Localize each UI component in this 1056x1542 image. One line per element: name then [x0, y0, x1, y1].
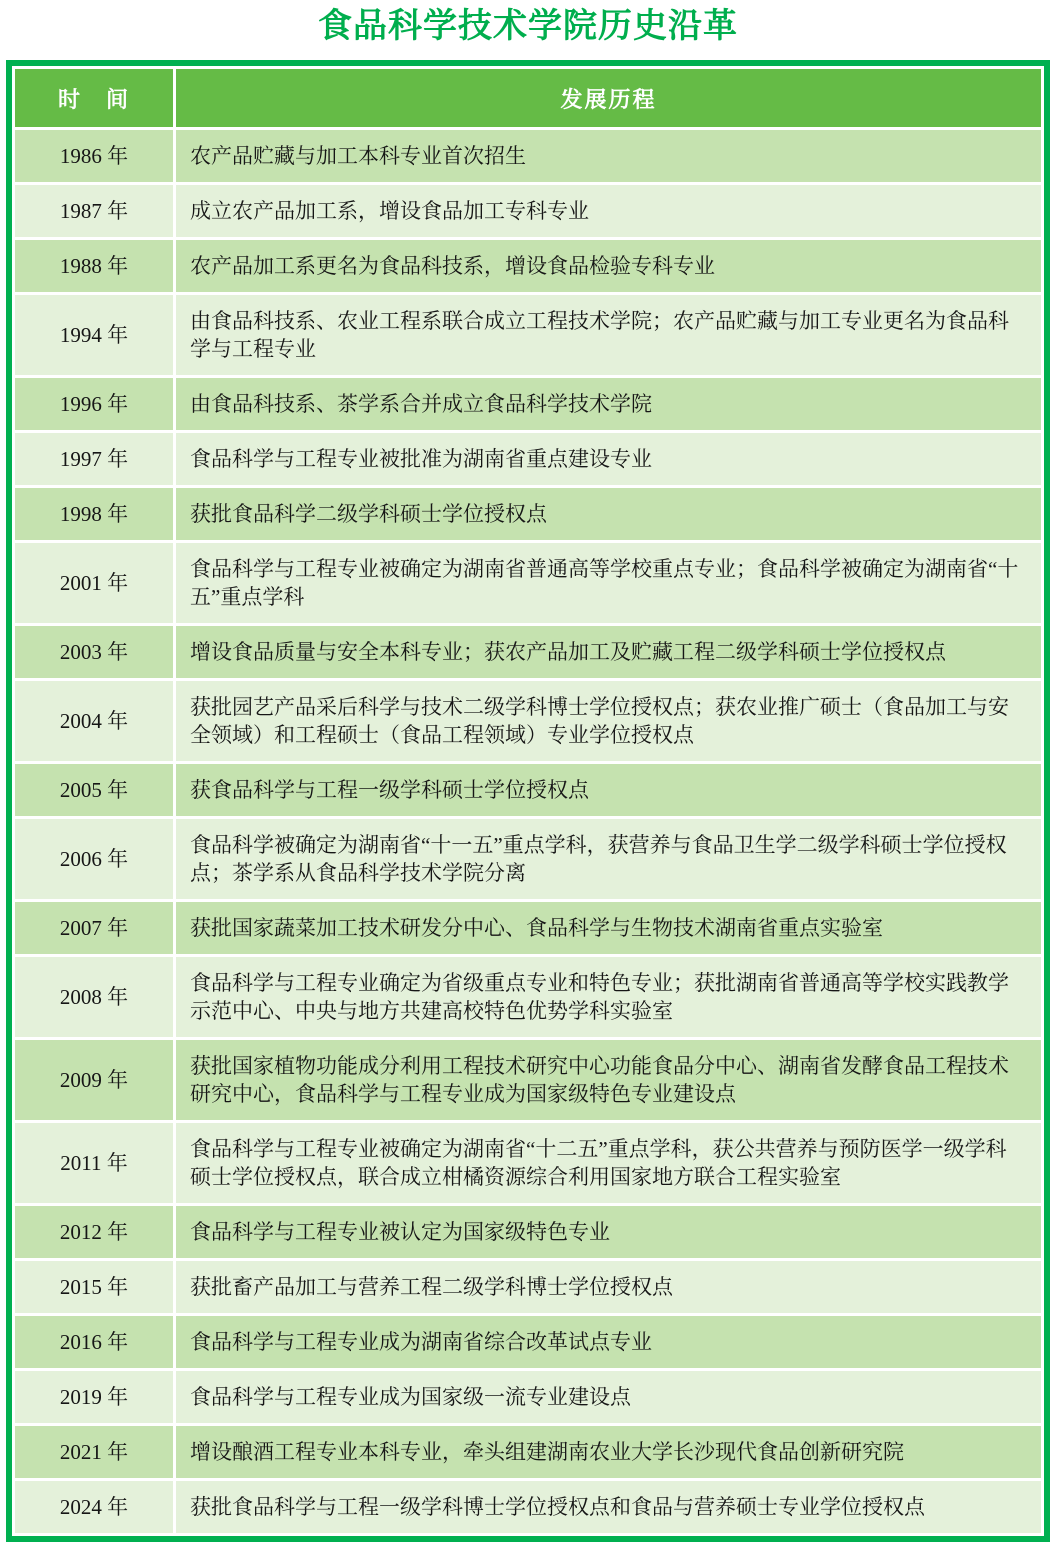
table-body [15, 130, 1041, 1533]
page-title: 食品科学技术学院历史沿革 [318, 7, 738, 45]
table-row [15, 185, 1041, 237]
year-cell: 1988 年 [15, 240, 173, 292]
year-cell: 2021 年 [15, 1426, 173, 1478]
event-cell: 获批食品科学与工程一级学科博士学位授权点和食品与营养硕士专业学位授权点 [176, 1481, 1041, 1533]
event-cell: 获批园艺产品采后科学与技术二级学科博士学位授权点；获农业推广硕士（食品加工与安全领域）和工程硕士（食品工程领域）专业学位授权点 [176, 681, 1041, 761]
year-cell: 2006 年 [15, 819, 173, 899]
table-row [15, 1426, 1041, 1478]
table-row [15, 681, 1041, 761]
event-cell: 成立农产品加工系，增设食品加工专科专业 [176, 185, 1041, 237]
event-cell: 食品科学与工程专业成为国家级一流专业建设点 [176, 1371, 1041, 1423]
table-row [15, 957, 1041, 1037]
year-cell: 2012 年 [15, 1206, 173, 1258]
table-row [15, 819, 1041, 899]
event-cell: 食品科学被确定为湖南省“十一五”重点学科，获营养与食品卫生学二级学科硕士学位授权点；茶学系从食品科学技术学院分离 [176, 819, 1041, 899]
year-cell: 2015 年 [15, 1261, 173, 1313]
header-row [15, 69, 1041, 127]
table-row [15, 1123, 1041, 1203]
table-row [15, 1316, 1041, 1368]
event-cell: 获食品科学与工程一级学科硕士学位授权点 [176, 764, 1041, 816]
event-cell: 获批食品科学二级学科硕士学位授权点 [176, 488, 1041, 540]
year-cell: 2011 年 [15, 1123, 173, 1203]
year-cell: 1994 年 [15, 295, 173, 375]
event-cell: 食品科学与工程专业被确定为湖南省“十二五”重点学科，获公共营养与预防医学一级学科硕士学位授权点，联合成立柑橘资源综合利用国家地方联合工程实验室 [176, 1123, 1041, 1203]
history-table [6, 60, 1050, 1542]
table-row [15, 295, 1041, 375]
table-row [15, 1206, 1041, 1258]
year-cell: 1998 年 [15, 488, 173, 540]
table-row [15, 1040, 1041, 1120]
year-cell: 2003 年 [15, 626, 173, 678]
table-row [15, 488, 1041, 540]
year-cell: 1987 年 [15, 185, 173, 237]
table-row [15, 902, 1041, 954]
table-row [15, 543, 1041, 623]
year-cell: 2016 年 [15, 1316, 173, 1368]
event-cell: 食品科学与工程专业被批准为湖南省重点建设专业 [176, 433, 1041, 485]
event-cell: 食品科学与工程专业被确定为湖南省普通高等学校重点专业；食品科学被确定为湖南省“十五”重点学科 [176, 543, 1041, 623]
event-cell: 获批国家植物功能成分利用工程技术研究中心功能食品分中心、湖南省发酵食品工程技术研究中心，食品科学与工程专业成为国家级特色专业建设点 [176, 1040, 1041, 1120]
table-row [15, 378, 1041, 430]
year-cell: 1997 年 [15, 433, 173, 485]
event-cell: 增设酿酒工程专业本科专业，牵头组建湖南农业大学长沙现代食品创新研究院 [176, 1426, 1041, 1478]
year-cell: 2009 年 [15, 1040, 173, 1120]
year-cell: 2004 年 [15, 681, 173, 761]
table-row [15, 130, 1041, 182]
table-row [15, 1481, 1041, 1533]
event-cell: 农产品加工系更名为食品科技系，增设食品检验专科专业 [176, 240, 1041, 292]
event-cell: 由食品科技系、农业工程系联合成立工程技术学院；农产品贮藏与加工专业更名为食品科学与工程专业 [176, 295, 1041, 375]
event-cell: 农产品贮藏与加工本科专业首次招生 [176, 130, 1041, 182]
table-row [15, 1371, 1041, 1423]
table-row [15, 764, 1041, 816]
year-cell: 2019 年 [15, 1371, 173, 1423]
event-cell: 由食品科技系、茶学系合并成立食品科学技术学院 [176, 378, 1041, 430]
header-time: 时 间 [15, 69, 173, 127]
year-cell: 2024 年 [15, 1481, 173, 1533]
header-development: 发展历程 [176, 69, 1041, 127]
year-cell: 2008 年 [15, 957, 173, 1037]
year-cell: 2005 年 [15, 764, 173, 816]
year-cell: 2007 年 [15, 902, 173, 954]
table-header [15, 69, 1041, 127]
year-cell: 1986 年 [15, 130, 173, 182]
year-cell: 2001 年 [15, 543, 173, 623]
table-row [15, 433, 1041, 485]
event-cell: 获批国家蔬菜加工技术研发分中心、食品科学与生物技术湖南省重点实验室 [176, 902, 1041, 954]
table-row [15, 626, 1041, 678]
table-row [15, 1261, 1041, 1313]
event-cell: 增设食品质量与安全本科专业；获农产品加工及贮藏工程二级学科硕士学位授权点 [176, 626, 1041, 678]
table-row [15, 240, 1041, 292]
event-cell: 食品科学与工程专业被认定为国家级特色专业 [176, 1206, 1041, 1258]
event-cell: 食品科学与工程专业成为湖南省综合改革试点专业 [176, 1316, 1041, 1368]
event-cell: 获批畜产品加工与营养工程二级学科博士学位授权点 [176, 1261, 1041, 1313]
event-cell: 食品科学与工程专业确定为省级重点专业和特色专业；获批湖南省普通高等学校实践教学示范中心、中央与地方共建高校特色优势学科实验室 [176, 957, 1041, 1037]
year-cell: 1996 年 [15, 378, 173, 430]
